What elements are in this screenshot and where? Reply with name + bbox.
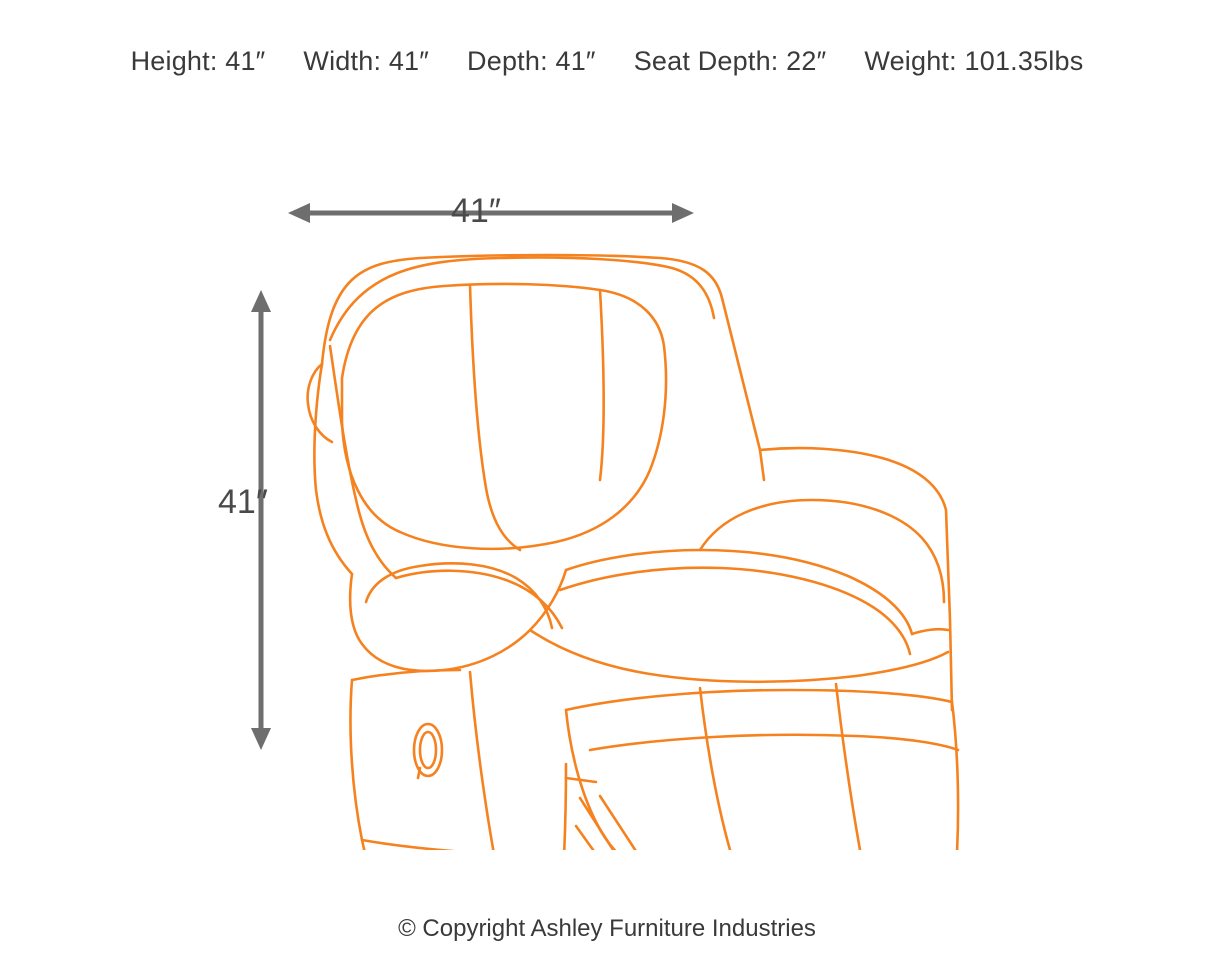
spec-width: Width: 41″ [303, 46, 430, 76]
spec-weight: Weight: 101.35lbs [864, 46, 1084, 76]
copyright-text: © Copyright Ashley Furniture Industries [398, 915, 816, 942]
dimension-diagram [0, 150, 1214, 850]
spec-depth: Depth: 41″ [467, 46, 596, 76]
height-dimension-label: 41″ [218, 483, 268, 521]
recliner-illustration [0, 150, 1214, 850]
spec-seat-depth: Seat Depth: 22″ [633, 46, 827, 76]
width-dimension-label: 41″ [451, 192, 501, 230]
specs-row [0, 46, 1214, 77]
recliner-outline [308, 255, 958, 850]
spec-height: Height: 41″ [130, 46, 266, 76]
